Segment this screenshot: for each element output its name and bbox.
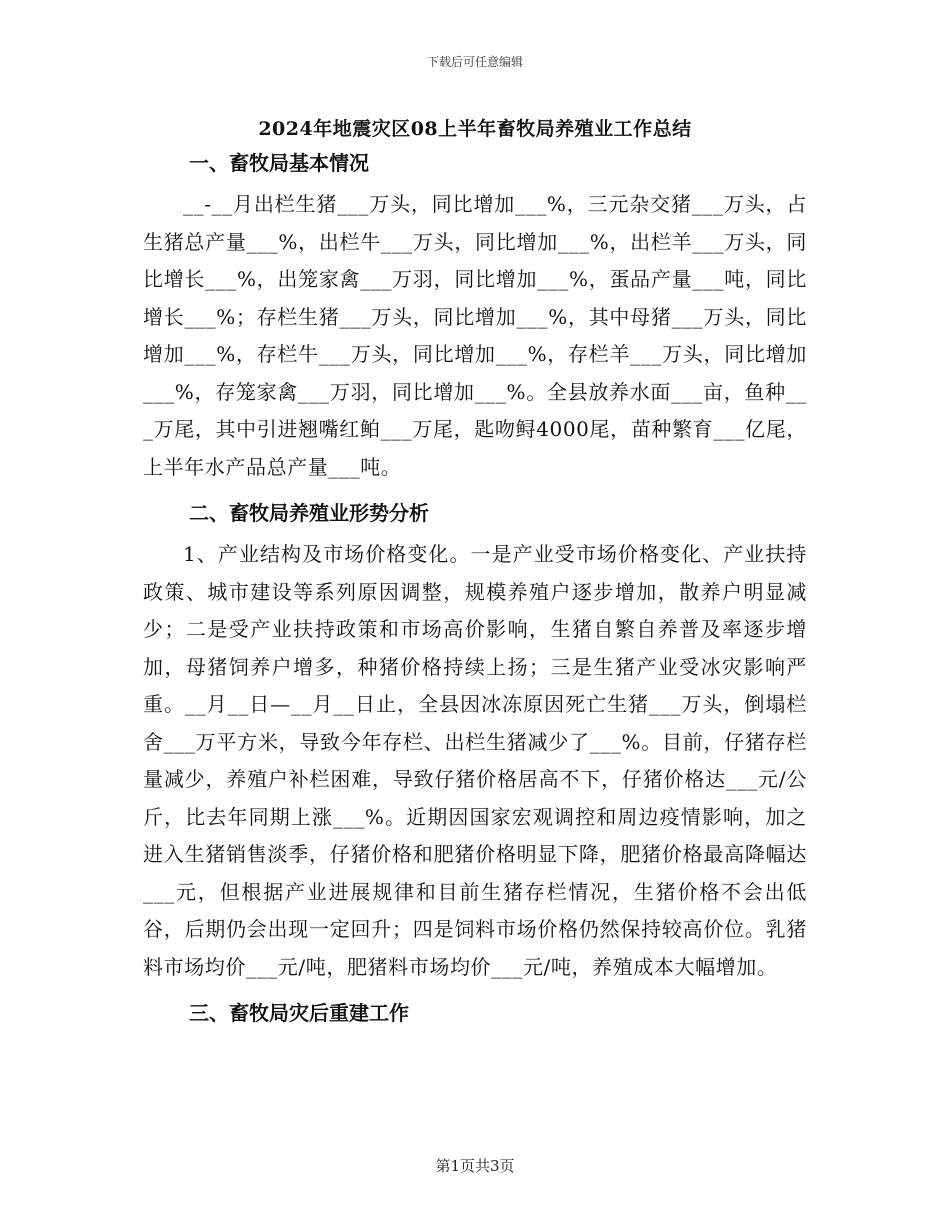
page-number: 第1页共3页 [435,1157,515,1175]
section-heading-basic-situation: 一、畜牧局基本情况 [189,151,369,175]
section-paragraph-basic-situation: __-__月出栏生猪___万头，同比增加___%，三元杂交猪___万头，占生猪总产量___%，出栏牛___万头，同比增加___%，出栏羊___万头，同比增长___%，出笼家禽___万羽，同比增加___%，蛋品产量___吨，同比增长___%；存栏生猪___万头，同比增加___%，其中母猪___万头，同比增加___%，存栏牛___万头，同比增加___%，存栏羊___万头，同比增加___%，存笼家禽___万羽，同比增加___%。全县放养水面___亩，鱼种___万尾，其中引进翘嘴红鲌___万尾，匙吻鲟4000尾，苗种繁育___亿尾，上半年水产品总产量___吨。 [143,192,807,479]
section-paragraph-situation-analysis: 1、产业结构及市场价格变化。一是产业受市场价格变化、产业扶持政策、城市建设等系列原因调整，规模养殖户逐步增加，散养户明显减少；二是受产业扶持政策和市场高价影响，生猪自繁自养普及率逐步增加，母猪饲养户增多，种猪价格持续上扬；三是生猪产业受冰灾影响严重。__月__日—__月__日止，全县因冰冻原因死亡生猪___万头，倒塌栏舍___万平方米，导致今年存栏、出栏生猪减少了___%。目前，仔猪存栏量减少，养殖户补栏困难，导致仔猪价格居高不下，仔猪价格达___元/公斤，比去年同期上涨___%。近期因国家宏观调控和周边疫情影响，加之进入生猪销售淡季，仔猪价格和肥猪价格明显下降，肥猪价格最高降幅达___元，但根据产业进展规律和目前生猪存栏情况，生猪价格不会出低谷，后期仍会出现一定回升；四是饲料市场价格仍然保持较高价位。乳猪料市场均价___元/吨，肥猪料市场均价___元/吨，养殖成本大幅增加。 [143,542,807,979]
document-title: 2024年地震灾区08上半年畜牧局养殖业工作总结 [258,118,692,140]
section-heading-situation-analysis: 二、畜牧局养殖业形势分析 [189,501,429,525]
page-header-note: 下载后可任意编辑 [426,55,523,69]
section-heading-reconstruction: 三、畜牧局灾后重建工作 [189,1001,409,1025]
document-body [143,146,807,1030]
